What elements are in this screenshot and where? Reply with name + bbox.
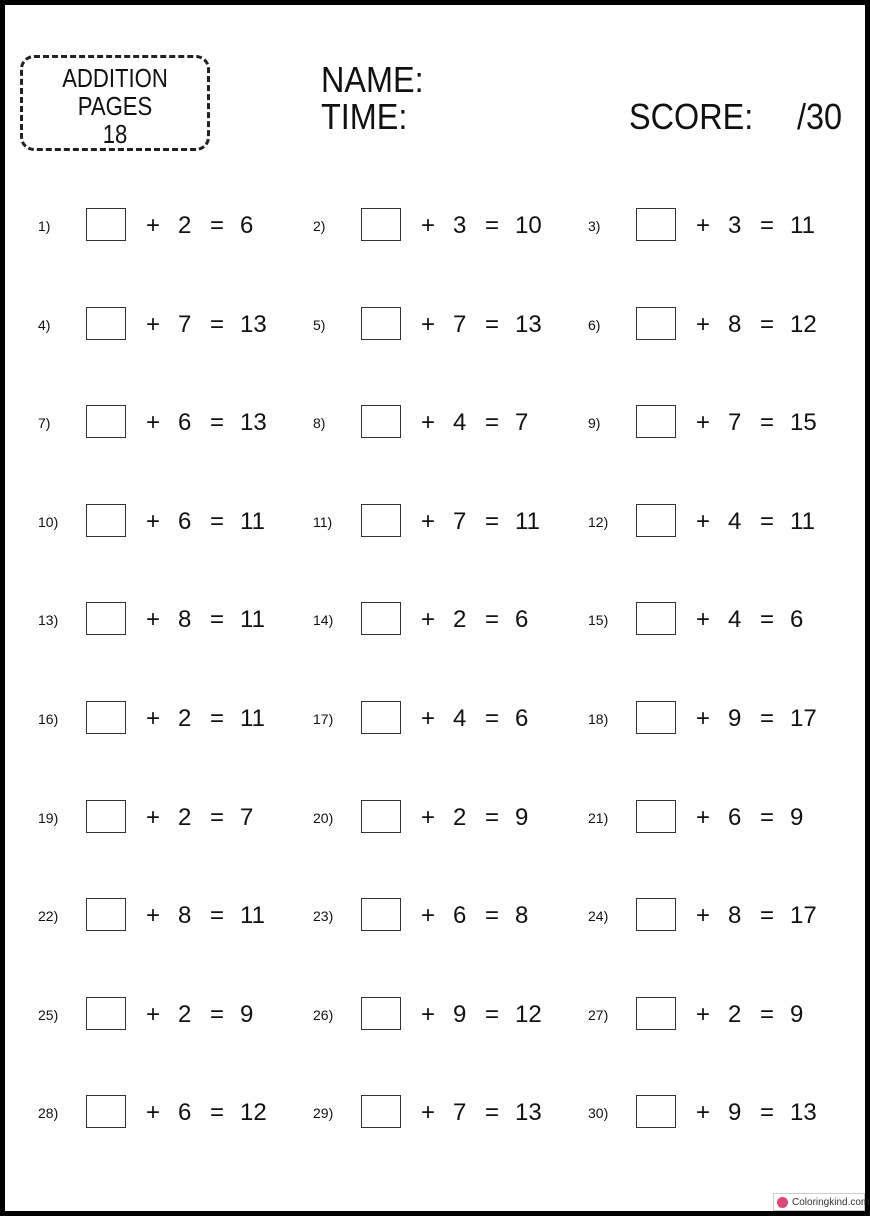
- problem-number: 8): [313, 415, 326, 432]
- addend: 2: [178, 705, 192, 732]
- addend: 2: [453, 606, 467, 634]
- addend: 8: [728, 310, 742, 338]
- answer-box[interactable]: [636, 800, 676, 833]
- problem-item: [313, 602, 573, 642]
- plus-sign: +: [146, 902, 161, 930]
- sum: 11: [515, 507, 540, 535]
- addend: 2: [178, 212, 192, 239]
- sum: 7: [515, 409, 529, 437]
- equals-sign: =: [485, 1099, 500, 1127]
- problem-number: 7): [38, 415, 51, 432]
- problem-number: 5): [313, 316, 326, 333]
- problem-item: [588, 307, 848, 347]
- sum: 12: [515, 1000, 542, 1028]
- addend: 3: [453, 212, 467, 239]
- answer-box[interactable]: [361, 504, 401, 537]
- equals-sign: =: [210, 507, 225, 535]
- plus-sign: +: [146, 310, 161, 338]
- addend: 3: [728, 212, 742, 239]
- sum: 9: [790, 803, 804, 831]
- equals-sign: =: [485, 507, 500, 535]
- problem-item: [38, 504, 298, 544]
- problem-item: [38, 898, 298, 938]
- answer-box[interactable]: [361, 800, 401, 833]
- equals-sign: =: [760, 1099, 775, 1127]
- sum: 11: [240, 902, 265, 930]
- problem-item: [38, 405, 298, 445]
- answer-box[interactable]: [86, 602, 126, 635]
- equals-sign: =: [485, 705, 500, 732]
- sum: 13: [240, 310, 267, 338]
- answer-box[interactable]: [361, 602, 401, 635]
- score-label: SCORE:: [629, 96, 754, 137]
- title-line-2: PAGES: [77, 91, 153, 121]
- answer-box[interactable]: [86, 997, 126, 1030]
- problem-item: [313, 800, 573, 840]
- plus-sign: +: [696, 606, 711, 634]
- answer-box[interactable]: [86, 405, 126, 438]
- plus-sign: +: [696, 1099, 711, 1127]
- equals-sign: =: [760, 705, 775, 732]
- equals-sign: =: [210, 310, 225, 338]
- sum: 15: [790, 409, 817, 437]
- addend: 8: [178, 606, 192, 634]
- addend: 2: [178, 1000, 192, 1028]
- problem-number: 24): [588, 908, 609, 925]
- addend: 7: [453, 507, 467, 535]
- problem-number: 20): [313, 809, 334, 826]
- problem-number: 29): [313, 1105, 334, 1122]
- answer-box[interactable]: [636, 602, 676, 635]
- answer-box[interactable]: [361, 307, 401, 340]
- sum: 9: [515, 803, 529, 831]
- addend: 9: [453, 1000, 467, 1028]
- addend: 8: [178, 902, 192, 930]
- sum: 13: [515, 310, 542, 338]
- problem-item: [313, 504, 573, 544]
- addend: 7: [178, 310, 192, 338]
- equals-sign: =: [210, 1000, 225, 1028]
- problem-item: [38, 1095, 298, 1135]
- sum: 17: [790, 705, 817, 732]
- equals-sign: =: [760, 1000, 775, 1028]
- equals-sign: =: [485, 1000, 500, 1028]
- addend: 4: [728, 507, 742, 535]
- problem-item: [313, 1095, 573, 1135]
- sum: 6: [515, 606, 529, 634]
- plus-sign: +: [146, 212, 161, 239]
- title-box: [20, 55, 210, 151]
- worksheet-page: [5, 5, 870, 1211]
- problem-number: 6): [588, 316, 601, 333]
- sum: 6: [790, 606, 804, 634]
- problem-number: 27): [588, 1006, 609, 1023]
- problem-number: 18): [588, 711, 609, 727]
- answer-box[interactable]: [361, 997, 401, 1030]
- title-line-1: ADDITION: [62, 63, 168, 93]
- plus-sign: +: [696, 507, 711, 535]
- addend: 7: [453, 1099, 467, 1127]
- problem-number: 14): [313, 612, 334, 629]
- equals-sign: =: [760, 606, 775, 634]
- addend: 9: [728, 1099, 742, 1127]
- equals-sign: =: [760, 310, 775, 338]
- sum: 11: [240, 606, 265, 634]
- sum: 6: [515, 705, 529, 732]
- sum: 12: [240, 1099, 267, 1127]
- answer-box[interactable]: [86, 504, 126, 537]
- equals-sign: =: [210, 803, 225, 831]
- problem-item: [38, 208, 298, 248]
- plus-sign: +: [696, 1000, 711, 1028]
- watermark-text: Coloringkind.com: [792, 1197, 870, 1208]
- problem-number: 11): [313, 513, 333, 530]
- problem-item: [588, 800, 848, 840]
- answer-box[interactable]: [636, 898, 676, 931]
- problem-item: [313, 898, 573, 938]
- sum: 13: [790, 1099, 817, 1127]
- problem-number: 15): [588, 612, 609, 629]
- answer-box[interactable]: [636, 701, 676, 734]
- problem-item: [588, 898, 848, 938]
- plus-sign: +: [146, 507, 161, 535]
- problem-number: 1): [38, 218, 51, 234]
- plus-sign: +: [696, 902, 711, 930]
- score-total: /30: [797, 96, 843, 137]
- addend: 2: [728, 1000, 742, 1028]
- addend: 7: [728, 409, 742, 437]
- sum: 13: [240, 409, 267, 437]
- equals-sign: =: [485, 902, 500, 930]
- plus-sign: +: [146, 606, 161, 634]
- addend: 6: [728, 803, 742, 831]
- plus-sign: +: [421, 507, 436, 535]
- plus-sign: +: [421, 212, 436, 239]
- problem-item: [313, 997, 573, 1037]
- problem-number: 26): [313, 1006, 334, 1023]
- equals-sign: =: [210, 705, 225, 732]
- plus-sign: +: [696, 705, 711, 732]
- problem-item: [588, 701, 848, 741]
- problem-number: 25): [38, 1006, 59, 1023]
- answer-box[interactable]: [361, 898, 401, 931]
- sum: 11: [240, 507, 265, 535]
- answer-box[interactable]: [361, 1095, 401, 1128]
- equals-sign: =: [760, 212, 775, 239]
- problem-item: [588, 504, 848, 544]
- answer-box[interactable]: [636, 504, 676, 537]
- plus-sign: +: [421, 803, 436, 831]
- sum: 9: [240, 1000, 254, 1028]
- problem-item: [588, 208, 848, 248]
- addend: 6: [178, 1099, 192, 1127]
- plus-sign: +: [421, 409, 436, 437]
- equals-sign: =: [210, 409, 225, 437]
- problem-number: 10): [38, 513, 59, 530]
- problem-item: [38, 997, 298, 1037]
- sum: 11: [790, 212, 815, 239]
- problem-item: [38, 701, 298, 741]
- answer-box[interactable]: [86, 701, 126, 734]
- problem-number: 17): [313, 711, 334, 727]
- equals-sign: =: [760, 803, 775, 831]
- answer-box[interactable]: [86, 307, 126, 340]
- addend: 2: [453, 803, 467, 831]
- title-line-3: 18: [102, 119, 128, 149]
- problem-number: 4): [38, 316, 51, 333]
- addend: 6: [178, 507, 192, 535]
- problem-number: 9): [588, 415, 601, 432]
- problem-number: 23): [313, 908, 334, 925]
- answer-box[interactable]: [636, 405, 676, 438]
- answer-box[interactable]: [636, 307, 676, 340]
- plus-sign: +: [696, 409, 711, 437]
- sum: 12: [790, 310, 817, 338]
- addend: 4: [453, 409, 467, 437]
- answer-box[interactable]: [86, 1095, 126, 1128]
- plus-sign: +: [421, 310, 436, 338]
- problem-number: 13): [38, 612, 59, 629]
- equals-sign: =: [210, 902, 225, 930]
- problem-number: 19): [38, 809, 59, 826]
- answer-box[interactable]: [86, 898, 126, 931]
- plus-sign: +: [146, 1000, 161, 1028]
- addend: 2: [178, 803, 192, 831]
- addend: 4: [728, 606, 742, 634]
- sum: 7: [240, 803, 254, 831]
- problem-number: 28): [38, 1105, 59, 1122]
- equals-sign: =: [485, 310, 500, 338]
- plus-sign: +: [421, 1099, 436, 1127]
- sum: 13: [515, 1099, 542, 1127]
- equals-sign: =: [485, 409, 500, 437]
- plus-sign: +: [146, 705, 161, 732]
- answer-box[interactable]: [636, 997, 676, 1030]
- problem-number: 3): [588, 218, 601, 234]
- plus-sign: +: [696, 310, 711, 338]
- answer-box[interactable]: [636, 1095, 676, 1128]
- problem-number: 30): [588, 1105, 609, 1122]
- problem-number: 12): [588, 513, 609, 530]
- answer-box[interactable]: [361, 701, 401, 734]
- answer-box[interactable]: [86, 800, 126, 833]
- addend: 8: [728, 902, 742, 930]
- equals-sign: =: [760, 507, 775, 535]
- plus-sign: +: [421, 606, 436, 634]
- equals-sign: =: [485, 606, 500, 634]
- answer-box[interactable]: [636, 208, 676, 241]
- problem-number: 16): [38, 711, 59, 727]
- sum: 10: [515, 212, 542, 239]
- logo-icon: [777, 1197, 788, 1208]
- problem-item: [588, 1095, 848, 1135]
- plus-sign: +: [421, 1000, 436, 1028]
- answer-box[interactable]: [361, 405, 401, 438]
- answer-box[interactable]: [86, 208, 126, 241]
- plus-sign: +: [696, 803, 711, 831]
- plus-sign: +: [146, 1099, 161, 1127]
- watermark: [773, 1193, 870, 1211]
- equals-sign: =: [760, 902, 775, 930]
- problem-number: 21): [588, 809, 609, 826]
- problem-item: [588, 602, 848, 642]
- problem-item: [38, 800, 298, 840]
- problem-item: [313, 405, 573, 445]
- sum: 17: [790, 902, 817, 930]
- addend: 6: [178, 409, 192, 437]
- name-label: NAME:: [321, 59, 424, 100]
- plus-sign: +: [421, 705, 436, 732]
- answer-box[interactable]: [361, 208, 401, 241]
- plus-sign: +: [696, 212, 711, 239]
- sum: 6: [240, 212, 254, 239]
- problem-item: [313, 307, 573, 347]
- problem-item: [38, 307, 298, 347]
- equals-sign: =: [210, 1099, 225, 1127]
- problem-number: 22): [38, 908, 59, 925]
- addend: 9: [728, 705, 742, 732]
- problem-number: 2): [313, 218, 326, 234]
- addend: 4: [453, 705, 467, 732]
- equals-sign: =: [210, 606, 225, 634]
- problem-item: [313, 701, 573, 741]
- addend: 6: [453, 902, 467, 930]
- equals-sign: =: [485, 212, 500, 239]
- sum: 11: [240, 705, 265, 732]
- problem-item: [588, 405, 848, 445]
- problem-item: [588, 997, 848, 1037]
- plus-sign: +: [146, 803, 161, 831]
- equals-sign: =: [760, 409, 775, 437]
- equals-sign: =: [210, 212, 225, 239]
- addend: 7: [453, 310, 467, 338]
- sum: 11: [790, 507, 815, 535]
- plus-sign: +: [146, 409, 161, 437]
- problem-item: [38, 602, 298, 642]
- sum: 8: [515, 902, 529, 930]
- plus-sign: +: [421, 902, 436, 930]
- problem-item: [313, 208, 573, 248]
- sum: 9: [790, 1000, 804, 1028]
- equals-sign: =: [485, 803, 500, 831]
- time-label: TIME:: [321, 96, 408, 137]
